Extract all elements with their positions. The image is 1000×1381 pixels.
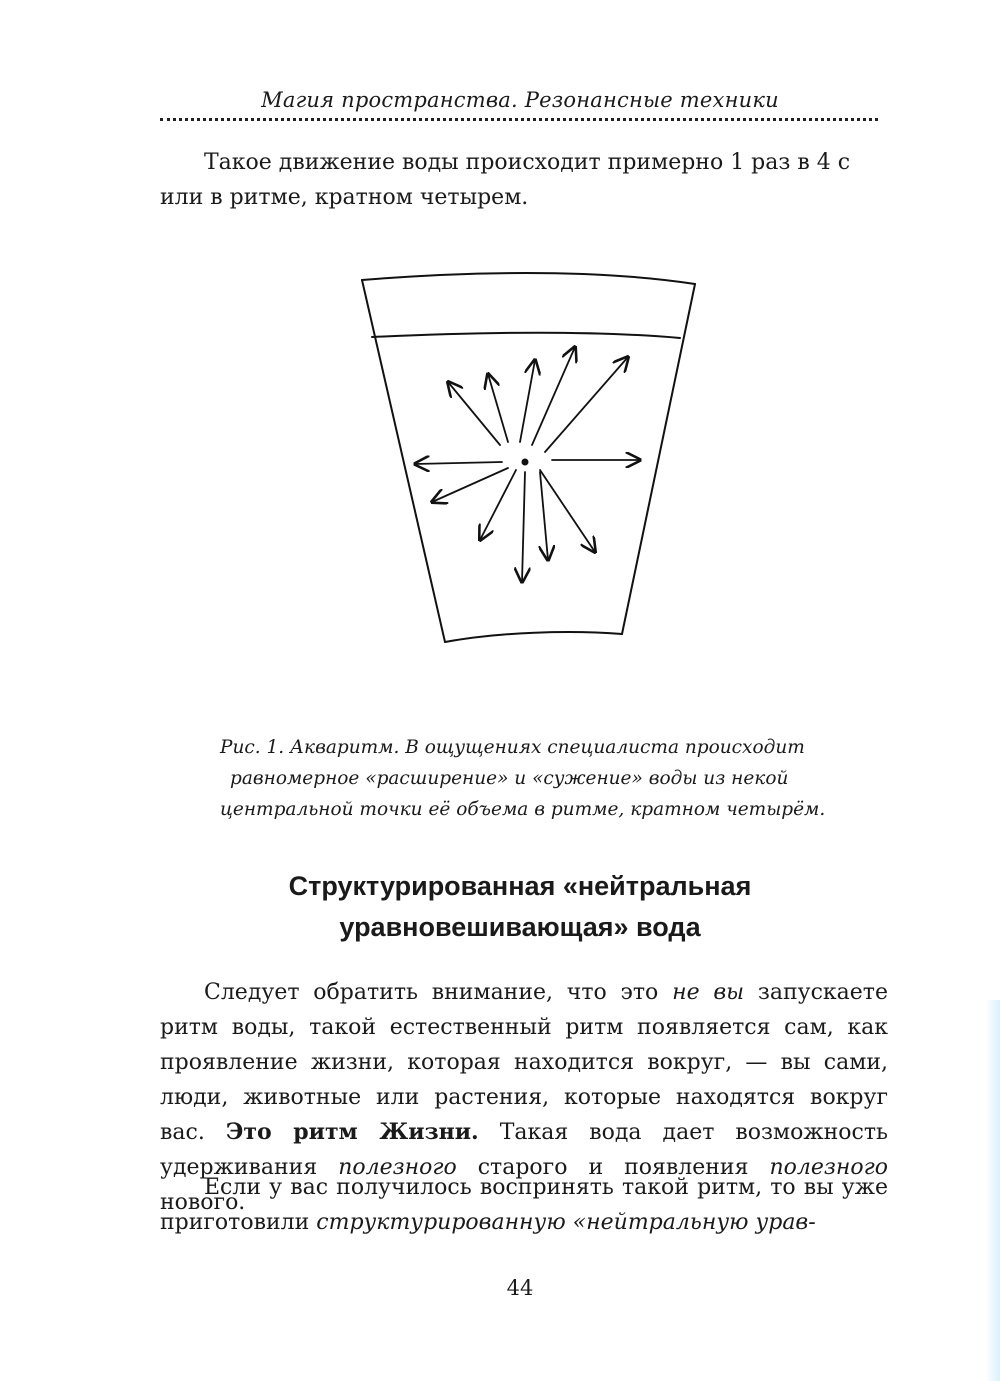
p2-emphasis-3: полезного — [769, 1155, 889, 1180]
p2-bold: Это ритм Жизни. — [225, 1119, 479, 1145]
aquarhythm-figure — [340, 262, 710, 662]
p2-emphasis-2: полезного — [338, 1155, 457, 1180]
p2-text-b: запускаете ритм воды, такой естественный ритм появляется сам, как проявление жизни, которая находится вокруг, — вы сами, люди, животные или растения, которые находятся вокруг вас. — [160, 980, 888, 1145]
caption-line-1: Рис. 1. Акваритм. В ощущениях специалиста происходит — [220, 737, 805, 758]
arrow-4 — [532, 347, 575, 445]
dotted-divider — [160, 118, 878, 121]
intro-paragraph — [160, 145, 888, 215]
glass-outline-icon — [362, 273, 695, 642]
p3-text-a: Если у вас получилось воспринять такой ритм, то вы уже приготовили — [160, 1175, 888, 1235]
arrow-2 — [488, 374, 508, 442]
heading-line-2: уравновешивающая» вода — [339, 912, 701, 942]
arrow-3 — [520, 360, 535, 442]
heading-line-1: Структурированная «нейтральная — [288, 871, 752, 901]
p2-emphasis-1: не вы — [672, 980, 745, 1005]
p2-text-d: старого и появления — [456, 1155, 770, 1180]
p2-text-e: нового. — [160, 1190, 246, 1215]
p2-text-c: Такая вода дает возможность удерживания — [160, 1120, 889, 1180]
arrow-12 — [415, 462, 502, 464]
arrow-11 — [432, 468, 508, 502]
arrow-5 — [545, 357, 628, 452]
intro-line-1: Такое движение воды происходит примерно 1 раз в 4 с — [204, 150, 851, 175]
caption-line-2: равномерное «расширение» и «сужение» воды из некой — [230, 768, 789, 789]
p3-emphasis: структурированную «нейтральную урав- — [316, 1210, 816, 1235]
section-heading — [160, 866, 880, 948]
running-head: Магия пространства. Резонансные техники — [261, 88, 779, 112]
radiating-arrows — [415, 347, 640, 582]
page-edge-shadow — [986, 1000, 1000, 1381]
arrow-10 — [480, 470, 516, 540]
caption-line-3: центральной точки её объема в ритме, кратном четырём. — [220, 799, 826, 820]
figure-caption — [220, 732, 880, 825]
arrow-8 — [540, 472, 548, 560]
arrow-7 — [540, 470, 595, 552]
body-paragraph-2 — [160, 1170, 888, 1240]
page-number: 44 — [506, 1276, 534, 1300]
arrow-9 — [522, 472, 525, 582]
center-point — [522, 459, 529, 466]
intro-line-2: или в ритме, кратном четырем. — [160, 185, 529, 210]
p2-text-a: Следует обратить внимание, что это — [204, 980, 673, 1005]
